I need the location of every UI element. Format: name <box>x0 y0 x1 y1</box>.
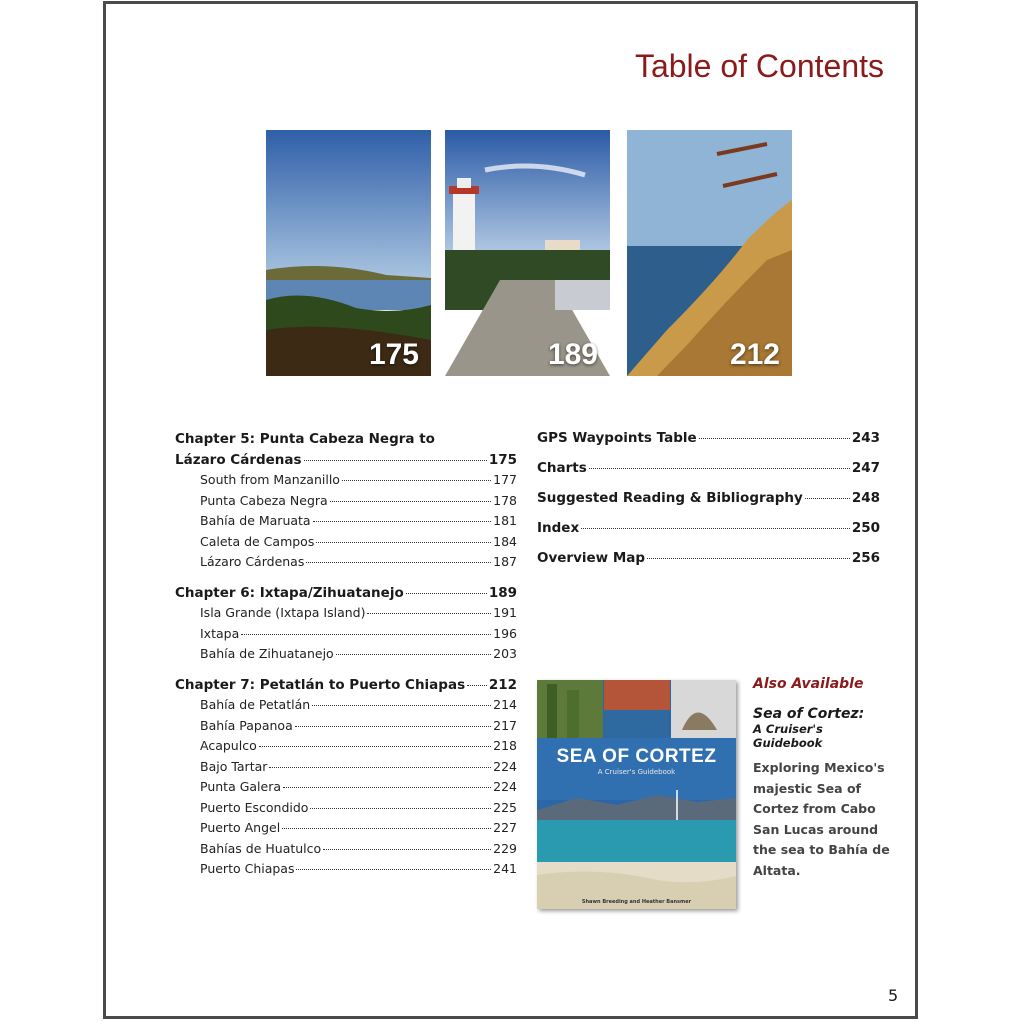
toc-section-entry[interactable]: Bahía de Zihuatanejo 203 <box>200 646 517 661</box>
photo-page-number: 175 <box>368 338 419 371</box>
page-title: Table of Contents <box>634 48 884 84</box>
toc-section-entry[interactable]: Bahía de Petatlán 214 <box>200 697 517 712</box>
toc-left-column <box>175 431 517 882</box>
page-number: 5 <box>888 986 899 1005</box>
toc-section-entry[interactable]: Bajo Tartar 224 <box>200 758 517 774</box>
chapter-6-entry[interactable]: Chapter 6: Ixtapa/Zihuatanejo 189 <box>175 584 517 601</box>
photo-cliff-divers <box>627 130 792 376</box>
photo-bay <box>266 130 431 376</box>
toc-section-entry[interactable]: South from Manzanillo 177 <box>200 472 517 487</box>
toc-section-entry[interactable]: Bahía de Maruata 181 <box>200 513 517 528</box>
toc-section-entry[interactable]: Lázaro Cárdenas 187 <box>200 554 517 569</box>
toc-right-column <box>537 430 880 580</box>
chapter-7-entry[interactable]: Chapter 7: Petatlán to Puerto Chiapas 212 <box>175 676 517 693</box>
chapter-5-title-line1[interactable]: Chapter 5: Punta Cabeza Negra to <box>175 431 435 447</box>
leader-dots <box>304 460 487 461</box>
toc-section-entry[interactable]: Acapulco 218 <box>200 738 517 753</box>
also-available-heading: Also Available <box>753 676 864 692</box>
photo-page-number: 212 <box>729 338 780 371</box>
toc-appendix-entry[interactable]: Overview Map 256 <box>537 550 880 566</box>
cover-subtitle: A Cruiser's Guidebook <box>597 768 676 776</box>
chapter-5-entry[interactable]: Lázaro Cárdenas 175 <box>175 451 517 468</box>
toc-section-entry[interactable]: Bahía Papanoa 217 <box>200 717 517 733</box>
promo-book-title: Sea of Cortez: <box>753 706 865 722</box>
toc-section-entry[interactable]: Punta Galera 224 <box>200 779 517 794</box>
cover-title: SEA OF CORTEZ <box>556 746 717 767</box>
cover-authors: Shawn Breeding and Heather Bansmer <box>581 899 692 905</box>
toc-section-entry[interactable]: Isla Grande (Ixtapa Island) 191 <box>200 605 517 620</box>
toc-appendix-entry[interactable]: Index 250 <box>537 520 880 536</box>
promo-book-subtitle: A Cruiser's Guidebook <box>753 722 823 750</box>
photo-page-number: 189 <box>547 338 598 371</box>
photo-promenade <box>445 130 610 376</box>
toc-section-entry[interactable]: Puerto Escondido 225 <box>200 799 517 815</box>
promo-description: Exploring Mexico's majestic Sea of Cortez from Cabo San Lucas around the sea to Bahía de Altata. <box>753 760 890 878</box>
toc-section-entry[interactable]: Puerto Angel 227 <box>200 820 517 835</box>
toc-appendix-entry[interactable]: GPS Waypoints Table 243 <box>537 430 880 446</box>
toc-section-entry[interactable]: Puerto Chiapas 241 <box>200 861 517 876</box>
book-cover-image[interactable] <box>537 680 736 909</box>
toc-section-entry[interactable]: Punta Cabeza Negra 178 <box>200 492 517 508</box>
toc-section-entry[interactable]: Ixtapa 196 <box>200 625 517 641</box>
promo-panel <box>753 676 893 881</box>
toc-section-entry[interactable]: Caleta de Campos 184 <box>200 533 517 549</box>
toc-appendix-entry[interactable]: Charts 247 <box>537 460 880 476</box>
toc-appendix-entry[interactable]: Suggested Reading & Bibliography 248 <box>537 490 880 506</box>
toc-section-entry[interactable]: Bahías de Huatulco 229 <box>200 840 517 856</box>
